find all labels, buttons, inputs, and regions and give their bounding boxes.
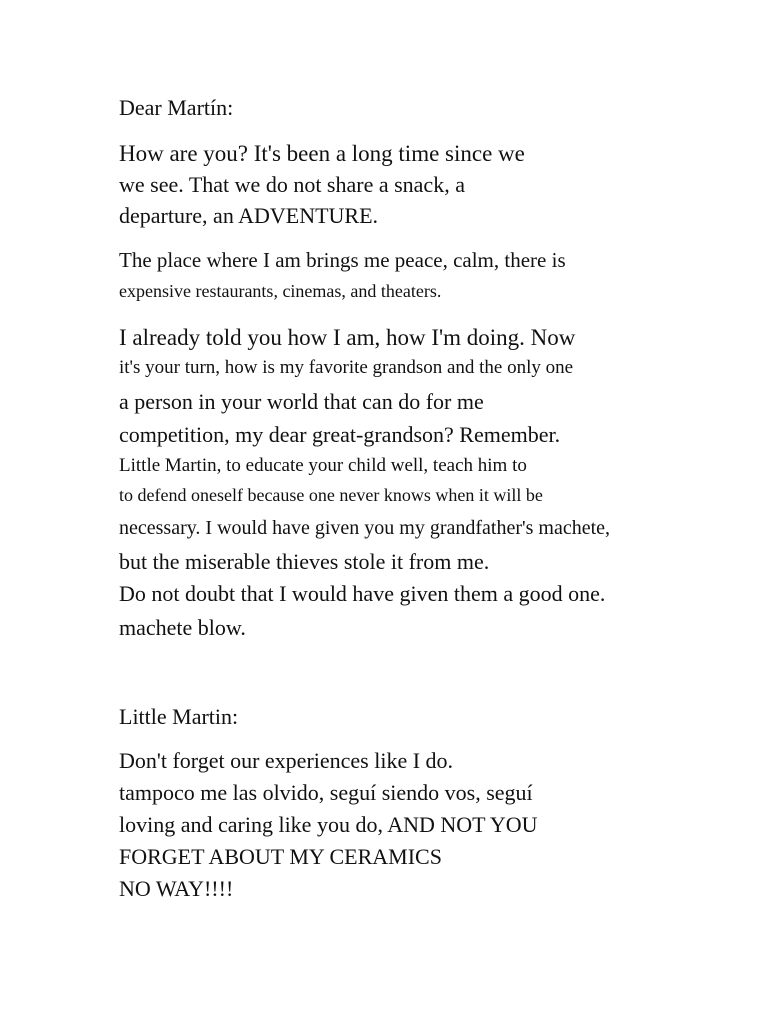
text-line: necessary. I would have given you my grandfather's machete, xyxy=(119,517,611,539)
salutation-dear-martin: Dear Martín: xyxy=(119,95,234,120)
text-line: a person in your world that can do for me xyxy=(119,389,484,414)
salutation-little-martin: Little Martin: xyxy=(119,704,239,729)
text-line: NO WAY!!!! xyxy=(119,876,234,901)
text-line: FORGET ABOUT MY CERAMICS xyxy=(119,844,442,869)
text-line: Do not doubt that I would have given them a good one. xyxy=(119,581,606,606)
text-line: expensive restaurants, cinemas, and theaters. xyxy=(119,281,442,301)
text-line: I already told you how I am, how I'm doing. Now xyxy=(119,325,576,350)
text-line: it's your turn, how is my favorite grandson and the only one xyxy=(119,357,574,378)
text-line: tampoco me las olvido, seguí siendo vos, seguí xyxy=(119,780,533,805)
text-line: but the miserable thieves stole it from me. xyxy=(119,549,490,574)
text-line: departure, an ADVENTURE. xyxy=(119,203,379,228)
text-line: loving and caring like you do, AND NOT YOU xyxy=(119,812,538,837)
text-line: machete blow. xyxy=(119,615,246,640)
text-line: The place where I am brings me peace, calm, there is xyxy=(119,248,566,272)
text-line: Don't forget our experiences like I do. xyxy=(119,748,454,773)
text-line: How are you? It's been a long time since we xyxy=(119,141,525,166)
text-line: we see. That we do not share a snack, a xyxy=(119,172,465,197)
text-line: Little Martin, to educate your child well, teach him to xyxy=(119,455,527,476)
text-line: competition, my dear great-grandson? Remember. xyxy=(119,422,561,447)
text-line: to defend oneself because one never knows when it will be xyxy=(119,485,543,505)
